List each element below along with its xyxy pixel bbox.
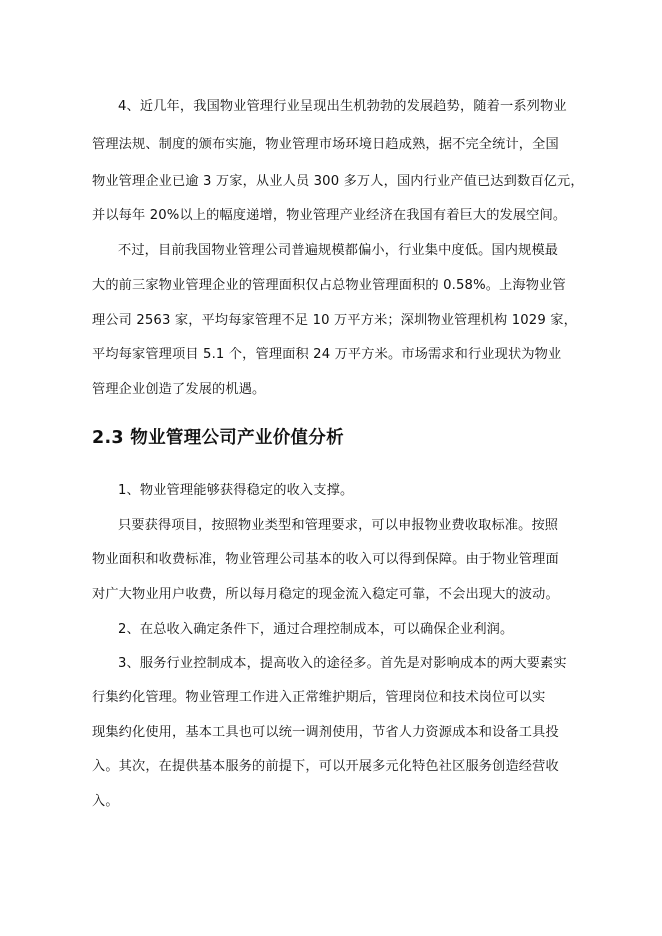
- section-paragraph-4-line-2: 行集约化管理。物业管理工作进入正常维护期后，管理岗位和技术岗位可以实: [92, 690, 546, 705]
- section-paragraph-3-line-1: 2、在总收入确定条件下，通过合理控制成本，可以确保企业利润。: [118, 622, 514, 637]
- section-paragraph-2-line-2: 物业面积和收费标准，物业管理公司基本的收入可以得到保障。由于物业管理面: [92, 552, 559, 567]
- section-paragraph-2-line-1: 只要获得项目，按照物业类型和管理要求，可以申报物业费收取标准。按照: [118, 518, 559, 533]
- paragraph-2-line-5: 管理企业创造了发展的机遇。: [92, 382, 266, 397]
- paragraph-2-line-2: 大的前三家物业管理企业的管理面积仅占总物业管理面积的 0.58%。上海物业管: [92, 278, 566, 293]
- section-paragraph-4-line-3: 现集约化使用，基本工具也可以统一调剂使用，节省人力资源成本和设备工具投: [92, 725, 559, 740]
- section-paragraph-4-line-1: 3、服务行业控制成本，提高收入的途径多。首先是对影响成本的两大要素实: [118, 656, 567, 671]
- paragraph-2-line-3: 理公司 2563 家，平均每家管理不足 10 万平方米；深圳物业管理机构 1029 家，: [92, 313, 577, 328]
- paragraph-1-line-1: 4、近几年，我国物业管理行业呈现出生机勃勃的发展趋势，随着一系列物业: [118, 99, 567, 114]
- section-paragraph-1-line-1: 1、物业管理能够获得稳定的收入支撑。: [118, 483, 354, 498]
- paragraph-1-line-4: 并以每年 20%以上的幅度递增，物业管理产业经济在我国有着巨大的发展空间。: [92, 208, 567, 223]
- paragraph-1-line-3: 物业管理企业已逾 3 万家，从业人员 300 多万人，国内行业产值已达到数百亿元，: [92, 174, 584, 189]
- section-paragraph-4-line-4: 入。其次，在提供基本服务的前提下，可以开展多元化特色社区服务创造经营收: [92, 759, 559, 774]
- section-heading: 2.3 物业管理公司产业价值分析: [92, 428, 344, 448]
- section-paragraph-2-line-3: 对广大物业用户收费，所以每月稳定的现金流入稳定可靠，不会出现大的波动。: [92, 587, 559, 602]
- paragraph-1-line-2: 管理法规、制度的颁布实施，物业管理市场环境日趋成熟，据不完全统计，全国: [92, 137, 559, 152]
- paragraph-2-line-1: 不过，目前我国物业管理公司普遍规模都偏小，行业集中度低。国内规模最: [118, 243, 559, 258]
- section-paragraph-4-line-5: 入。: [92, 794, 119, 809]
- paragraph-2-line-4: 平均每家管理项目 5.1 个，管理面积 24 万平方米。市场需求和行业现状为物业: [92, 347, 562, 362]
